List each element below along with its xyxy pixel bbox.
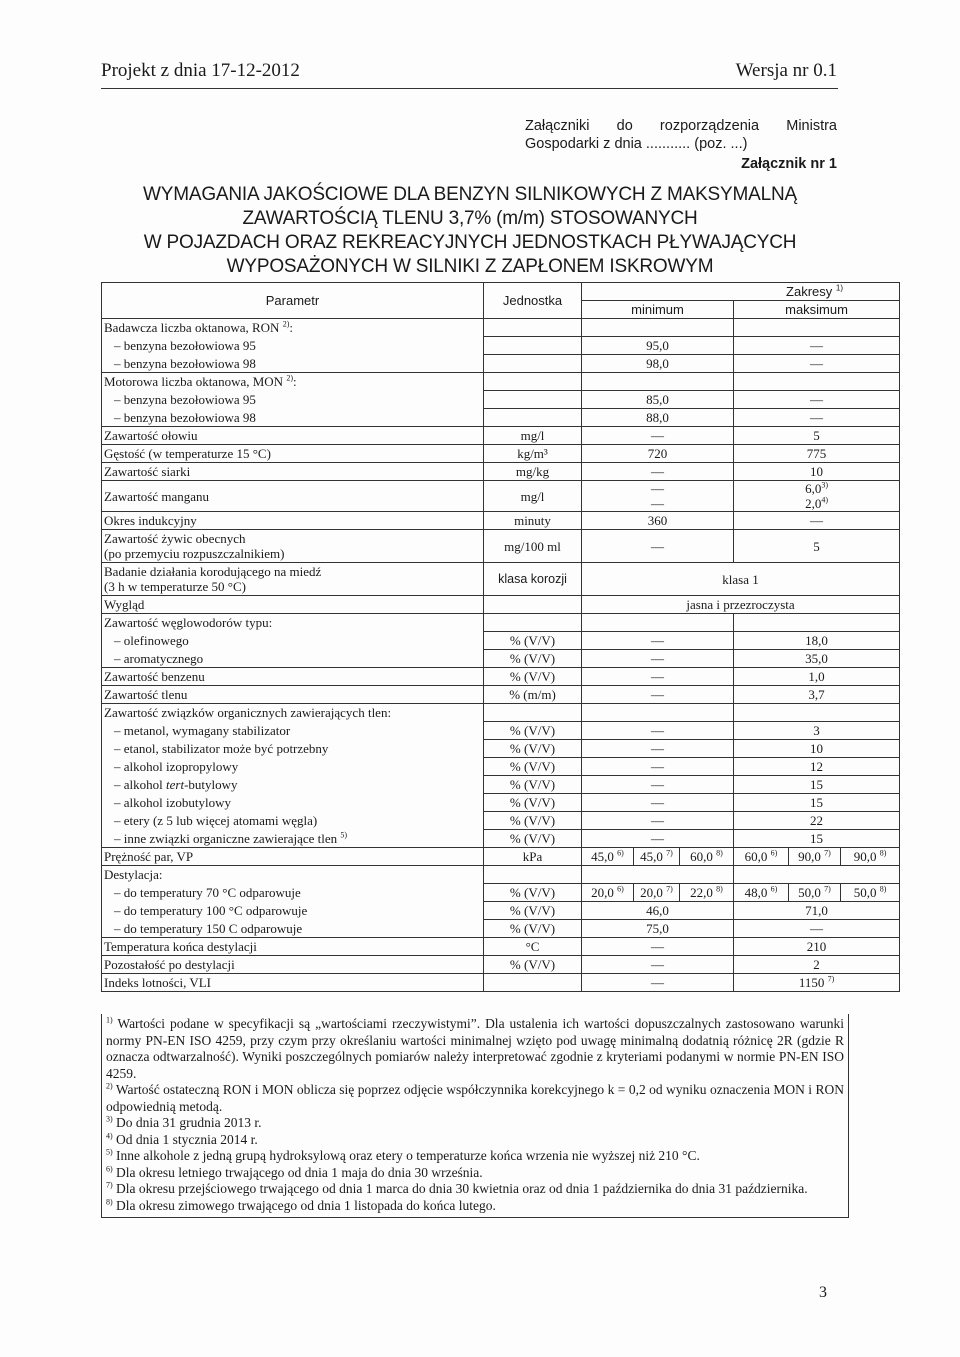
season-cell — [734, 848, 789, 866]
footnote-ref: 5) — [340, 830, 348, 840]
unit-cell: kPa — [484, 848, 582, 866]
footnote-text: Do dnia 31 grudnia 2013 r. — [116, 1115, 262, 1130]
unit-cell — [484, 355, 582, 373]
unit-cell: % (V/V) — [484, 740, 582, 758]
annex-word-1: Załączniki — [525, 118, 590, 134]
min-cell: 46,0 — [582, 902, 734, 920]
max-cell — [734, 974, 900, 992]
unit-cell: kg/m³ — [484, 445, 582, 463]
min-cell: — — [582, 794, 734, 812]
min-cell: 720 — [582, 445, 734, 463]
unit-cell — [484, 704, 582, 722]
table-row — [102, 794, 900, 812]
table-row — [102, 722, 900, 740]
table-row — [102, 596, 900, 614]
min-cell: — — [582, 686, 734, 704]
unit-cell: % (V/V) — [484, 650, 582, 668]
min-cell: — — [582, 632, 734, 650]
max-cell: — — [734, 920, 900, 938]
param-name: Destylacja: — [102, 866, 484, 884]
col-minimum: minimum — [582, 301, 734, 319]
footnote-text: Od dnia 1 stycznia 2014 r. — [116, 1131, 258, 1147]
max-cell: — — [734, 409, 900, 427]
footnote-7 — [106, 1181, 844, 1198]
param-name: Zawartość związków organicznych zawierających tlen: — [102, 704, 484, 722]
min-cell: — — [582, 668, 734, 686]
max-cell: 5 — [734, 427, 900, 445]
unit-cell: °C — [484, 938, 582, 956]
table-row — [102, 373, 900, 391]
max-cell: 3,7 — [734, 686, 900, 704]
footnote-5 — [106, 1148, 844, 1165]
table-row — [102, 563, 900, 596]
min-cell: 95,0 — [582, 337, 734, 355]
param-name: Zawartość ołowiu — [102, 427, 484, 445]
season-cell — [841, 884, 900, 902]
annex-line-2: Gospodarki z dnia ........... (poz. ...) — [525, 136, 748, 152]
param-name: – olefinowego — [102, 632, 484, 650]
footnote-marker: 2) — [106, 1081, 113, 1091]
unit-cell: mg/l — [484, 427, 582, 445]
col-unit: Jednostka — [484, 283, 582, 319]
min-cell: — — [582, 740, 734, 758]
col-ranges — [582, 283, 900, 301]
footnote-ref: 8) — [716, 884, 723, 894]
footnote-text: Dla okresu zimowego trwającego od dnia 1 listopada do końca lutego. — [116, 1197, 496, 1213]
season-cell — [582, 884, 634, 902]
footnote-marker: 4) — [106, 1131, 113, 1140]
param-name: – benzyna bezołowiowa 95 — [102, 337, 484, 355]
unit-cell: % (V/V) — [484, 956, 582, 974]
footnote-text: Wartości podane w specyfikacji są „wartościami rzeczywistymi”. Dla ustalenia ich wartości dopuszczalnych zastosowano warunki normy PN-EN ISO 4259, przy czym przy określaniu wartości minimalnej wzięto pod uwagę minimalną dodatnią różnicę 2R (gdzie R oznacza odtwarzalność). Wyniki poszczególnych pomiarów należy interpretować zgodnie z kryteriami podanymi w normie PN-EN ISO 4259. — [106, 1016, 844, 1081]
min-cell: 98,0 — [582, 355, 734, 373]
max-cell: — — [734, 355, 900, 373]
param-name: – do temperatury 70 °C odparowuje — [102, 884, 484, 902]
ranges-footnote: 1) — [835, 283, 844, 293]
table-row — [102, 481, 900, 497]
unit-cell: % (V/V) — [484, 632, 582, 650]
max-cell: 5 — [734, 530, 900, 563]
season-cell — [789, 884, 841, 902]
footnote-marker: 6) — [106, 1164, 113, 1173]
param-name: Zawartość siarki — [102, 463, 484, 481]
footnote-ref: 4) — [821, 496, 828, 505]
min-cell: — — [582, 812, 734, 830]
param-label: Zawartość żywic obecnych — [104, 531, 246, 546]
footnote-text: Wartość ostateczną RON i MON oblicza się poprzez odjęcie współczynnika korekcyjnego k = 0,2 od wyniku oznaczenia MON i RON odpowiednią metodą. — [106, 1082, 844, 1114]
unit-cell — [484, 319, 582, 337]
max-cell: 775 — [734, 445, 900, 463]
max-cell: — — [734, 512, 900, 530]
min-cell — [582, 614, 734, 632]
table-row — [102, 445, 900, 463]
unit-cell — [484, 614, 582, 632]
season-value: 20,0 — [591, 885, 614, 900]
max-cell — [734, 496, 900, 512]
unit-cell: % (V/V) — [484, 830, 582, 848]
table-row — [102, 355, 900, 373]
footnote-marker: 7) — [106, 1180, 113, 1190]
title-line-2: ZAWARTOŚCIĄ TLENU 3,7% (m/m) STOSOWANYCH — [242, 208, 698, 229]
season-value: 45,0 — [591, 849, 614, 864]
param-name: Zawartość tlenu — [102, 686, 484, 704]
footnote-2 — [106, 1082, 844, 1115]
param-name: Zawartość manganu — [102, 481, 484, 512]
footnote-ref: 2) — [282, 319, 290, 329]
season-value: 48,0 — [744, 885, 768, 900]
max-cell: 10 — [734, 463, 900, 481]
param-label-italic: tert — [166, 777, 185, 792]
table-row — [102, 902, 900, 920]
footnote-4 — [106, 1132, 844, 1149]
min-cell: — — [582, 722, 734, 740]
table-row — [102, 512, 900, 530]
min-cell: 360 — [582, 512, 734, 530]
title-line-4: WYPOSAŻONYCH W SILNIKI Z ZAPŁONEM ISKROWYM — [226, 256, 714, 277]
max-cell: 22 — [734, 812, 900, 830]
min-cell: — — [582, 974, 734, 992]
footnote-text: Inne alkohole z jedną grupą hydroksylową oraz etery o temperaturze końca wrzenia nie wyższej niż 210 °C. — [116, 1148, 700, 1163]
param-name: – benzyna bezołowiowa 98 — [102, 409, 484, 427]
season-cell — [680, 884, 734, 902]
season-value: 22,0 — [690, 885, 713, 900]
table-row — [102, 974, 900, 992]
page-number: 3 — [819, 1284, 827, 1301]
unit-cell — [484, 596, 582, 614]
table-row — [102, 704, 900, 722]
param-label: Badawcza liczba oktanowa, RON — [104, 320, 280, 336]
param-name — [102, 530, 484, 563]
table-row — [102, 686, 900, 704]
header-divider — [101, 88, 838, 89]
param-name: Prężność par, VP — [102, 848, 484, 866]
annex-line-1 — [525, 117, 837, 135]
min-cell: — — [582, 481, 734, 497]
footnote-text: Dla okresu przejściowego trwającego od dnia 1 marca do dnia 30 kwietnia oraz od dnia 1 października do dnia 31 października. — [116, 1181, 808, 1196]
footnote-text: Dla okresu letniego trwającego od dnia 1 maja do dnia 30 września. — [116, 1164, 483, 1180]
table-row — [102, 614, 900, 632]
max-cell: 18,0 — [734, 632, 900, 650]
unit-cell: % (V/V) — [484, 668, 582, 686]
season-cell — [582, 848, 634, 866]
unit-cell: % (V/V) — [484, 920, 582, 938]
min-cell: — — [582, 496, 734, 512]
season-cell — [734, 884, 789, 902]
min-cell: — — [582, 427, 734, 445]
season-cell — [841, 848, 900, 866]
annex-heading — [525, 117, 837, 173]
unit-cell: minuty — [484, 512, 582, 530]
footnote-ref: 7) — [666, 884, 673, 894]
document-title — [100, 183, 840, 279]
min-cell — [582, 704, 734, 722]
col-parameter: Parametr — [102, 283, 484, 319]
footnote-ref: 2) — [286, 373, 293, 383]
unit-cell: % (V/V) — [484, 758, 582, 776]
table-row — [102, 758, 900, 776]
table-row — [102, 650, 900, 668]
table-row — [102, 427, 900, 445]
table-row — [102, 319, 900, 337]
unit-cell: mg/kg — [484, 463, 582, 481]
footnote-ref: 6) — [770, 884, 778, 894]
table-row — [102, 337, 900, 355]
param-name: – benzyna bezołowiowa 98 — [102, 355, 484, 373]
annex-word-3: rozporządzenia — [659, 118, 760, 134]
max-cell: 15 — [734, 776, 900, 794]
unit-cell — [484, 409, 582, 427]
season-cell — [634, 884, 680, 902]
unit-cell — [484, 373, 582, 391]
footnote-ref: 7) — [824, 884, 831, 894]
season-value: 20,0 — [640, 885, 663, 900]
max-value: 1150 — [798, 975, 825, 990]
season-cell — [634, 848, 680, 866]
unit-cell — [484, 866, 582, 884]
season-value: 45,0 — [640, 849, 663, 864]
footnote-ref: 7) — [666, 848, 673, 858]
param-name: – etery (z 5 lub więcej atomami węgla) — [102, 812, 484, 830]
table-row — [102, 956, 900, 974]
footnote-ref: 8) — [879, 848, 887, 858]
min-cell: — — [582, 463, 734, 481]
footnote-8 — [106, 1198, 844, 1215]
min-cell: 85,0 — [582, 391, 734, 409]
min-cell: — — [582, 758, 734, 776]
max-cell: 1,0 — [734, 668, 900, 686]
footnote-ref: 8) — [716, 848, 723, 858]
max-value: 6,0 — [805, 481, 822, 496]
annex-number: Załącznik nr 1 — [741, 156, 837, 172]
param-label: – alkohol — [114, 777, 166, 792]
specification-table — [101, 282, 900, 992]
max-cell: 15 — [734, 794, 900, 812]
max-cell — [734, 319, 900, 337]
unit-cell: % (V/V) — [484, 902, 582, 920]
min-cell: 88,0 — [582, 409, 734, 427]
footnote-ref: 6) — [617, 848, 624, 858]
param-name: – benzyna bezołowiowa 95 — [102, 391, 484, 409]
param-label: Badanie działania korodującego na miedź — [104, 564, 322, 579]
footnote-ref: 7) — [827, 974, 835, 984]
unit-cell: mg/100 ml — [484, 530, 582, 563]
min-cell: — — [582, 530, 734, 563]
max-cell: — — [734, 337, 900, 355]
table-row — [102, 812, 900, 830]
title-line-3: W POJAZDACH ORAZ REKREACYJNYCH JEDNOSTKACH PŁYWAJĄCYCH — [143, 232, 797, 253]
footnote-ref: 6) — [617, 884, 624, 894]
table-row — [102, 866, 900, 884]
footnote-3 — [106, 1115, 844, 1132]
param-name — [102, 563, 484, 596]
max-cell: 15 — [734, 830, 900, 848]
col-maximum: maksimum — [734, 301, 900, 319]
max-cell: 3 — [734, 722, 900, 740]
max-cell — [734, 481, 900, 497]
season-value: 50,0 — [798, 885, 821, 900]
unit-cell: mg/l — [484, 481, 582, 512]
table-row — [102, 632, 900, 650]
min-cell — [582, 373, 734, 391]
param-name: Badawcza liczba oktanowa, RON $^{2)}$: — [102, 319, 484, 337]
param-name: – alkohol izopropylowy — [102, 758, 484, 776]
unit-cell: % (V/V) — [484, 722, 582, 740]
max-cell: — — [734, 391, 900, 409]
ranges-label: Zakresy — [786, 284, 833, 299]
footnote-1 — [106, 1016, 844, 1082]
param-name: Zawartość benzenu — [102, 668, 484, 686]
param-name: – aromatycznego — [102, 650, 484, 668]
param-name — [102, 830, 484, 848]
footnote-ref: 6) — [770, 848, 778, 858]
footnote-ref: 7) — [824, 848, 831, 858]
season-value: 60,0 — [690, 849, 713, 864]
param-name: Gęstość (w temperaturze 15 °C) — [102, 445, 484, 463]
unit-cell — [484, 337, 582, 355]
annex-word-4: Ministra — [786, 118, 837, 134]
min-cell: — — [582, 776, 734, 794]
footnote-marker: 3) — [106, 1114, 113, 1124]
footnote-marker: 8) — [106, 1197, 113, 1206]
table-row — [102, 920, 900, 938]
range-cell: jasna i przezroczysta — [582, 596, 900, 614]
param-name: – alkohol izobutylowy — [102, 794, 484, 812]
param-label: Motorowa liczba oktanowa, MON — [104, 374, 284, 390]
footnotes — [101, 1014, 849, 1218]
title-line-1: WYMAGANIA JAKOŚCIOWE DLA BENZYN SILNIKOWYCH Z MAKSYMALNĄ — [143, 184, 797, 205]
unit-cell: % (V/V) — [484, 884, 582, 902]
max-cell: 2 — [734, 956, 900, 974]
param-name — [102, 776, 484, 794]
max-cell — [734, 866, 900, 884]
max-cell: 10 — [734, 740, 900, 758]
min-cell: — — [582, 650, 734, 668]
min-cell: 75,0 — [582, 920, 734, 938]
footnote-marker: 1) — [106, 1015, 113, 1025]
min-cell: — — [582, 830, 734, 848]
param-name: Indeks lotności, VLI — [102, 974, 484, 992]
min-cell: — — [582, 938, 734, 956]
max-cell — [734, 704, 900, 722]
param-label-2: (3 h w temperaturze 50 °C) — [104, 579, 247, 594]
table-row — [102, 830, 900, 848]
footnote-ref: 3) — [821, 480, 828, 490]
unit-cell: % (V/V) — [484, 776, 582, 794]
unit-cell: klasa korozji — [484, 563, 582, 596]
footnote-6 — [106, 1165, 844, 1182]
table-row — [102, 668, 900, 686]
table-row — [102, 740, 900, 758]
footnote-ref: 8) — [879, 884, 887, 894]
unit-cell: % (V/V) — [484, 812, 582, 830]
max-cell — [734, 373, 900, 391]
param-name: – etanol, stabilizator może być potrzebny — [102, 740, 484, 758]
table-row — [102, 884, 900, 902]
max-cell: 210 — [734, 938, 900, 956]
param-label-2: (po przemyciu rozpuszczalnikiem) — [104, 546, 285, 561]
season-value: 60,0 — [744, 849, 768, 864]
season-cell — [680, 848, 734, 866]
max-cell — [734, 614, 900, 632]
header-row — [102, 283, 900, 301]
table-row — [102, 776, 900, 794]
param-name: – do temperatury 150 C odparowuje — [102, 920, 484, 938]
season-value: 90,0 — [853, 849, 877, 864]
max-cell: 71,0 — [734, 902, 900, 920]
param-name: Wygląd — [102, 596, 484, 614]
unit-cell: % (V/V) — [484, 794, 582, 812]
param-label: – inne związki organiczne zawierające tlen — [114, 830, 338, 846]
min-cell — [582, 866, 734, 884]
param-name: – metanol, wymagany stabilizator — [102, 722, 484, 740]
season-cell — [789, 848, 841, 866]
param-name: Temperatura końca destylacji — [102, 938, 484, 956]
max-cell: 12 — [734, 758, 900, 776]
max-value: 2,0 — [805, 496, 822, 511]
param-name: Zawartość węglowodorów typu: — [102, 614, 484, 632]
table-row — [102, 409, 900, 427]
table-row — [102, 938, 900, 956]
annex-word-2: do — [616, 118, 633, 134]
min-cell: — — [582, 956, 734, 974]
range-cell: klasa 1 — [582, 563, 900, 596]
table-row — [102, 391, 900, 409]
param-name: Okres indukcyjny — [102, 512, 484, 530]
param-label-end: -butylowy — [184, 777, 238, 792]
season-value: 50,0 — [853, 885, 877, 900]
unit-cell: % (m/m) — [484, 686, 582, 704]
param-name: – do temperatury 100 °C odparowuje — [102, 902, 484, 920]
unit-cell — [484, 974, 582, 992]
min-cell — [582, 319, 734, 337]
table-row — [102, 463, 900, 481]
param-name: Pozostałość po destylacji — [102, 956, 484, 974]
footnote-marker: 5) — [106, 1147, 113, 1157]
header-version: Wersja nr 0.1 — [735, 60, 837, 81]
table-row — [102, 530, 900, 563]
season-value: 90,0 — [798, 849, 821, 864]
param-name: Motorowa liczba oktanowa, MON $^{2)}$: — [102, 373, 484, 391]
unit-cell — [484, 391, 582, 409]
max-cell: 35,0 — [734, 650, 900, 668]
header-project-date: Projekt z dnia 17-12-2012 — [101, 60, 300, 81]
table-row — [102, 848, 900, 866]
